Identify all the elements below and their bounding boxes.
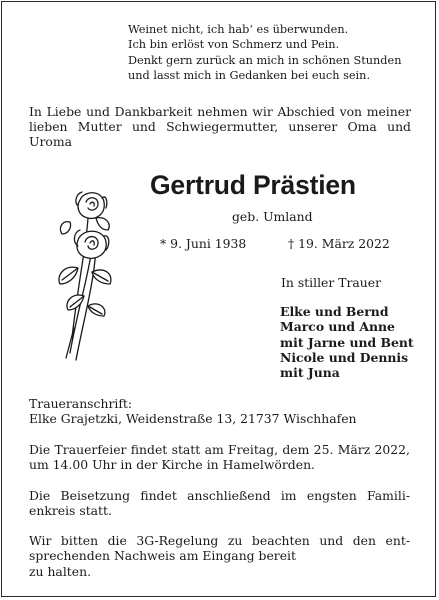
- covid-line: zu halten.: [29, 563, 92, 579]
- poem: [128, 22, 418, 84]
- birth-date: * 9. Juni 1938: [160, 236, 247, 251]
- mourners-list: [280, 304, 414, 380]
- mourner-line: mit Juna: [280, 365, 340, 381]
- burial-info: Die Beisetzung findet anschließend im engsten Familienkreis statt.: [29, 488, 410, 519]
- covid-line: Wir bitten die 3G-Regelung zu beachten und den entsprechenden Nachweis am Eingang bereit: [29, 533, 410, 564]
- mourner-line: mit Jarne und Bent: [280, 334, 414, 350]
- mourner-line: Nicole und Dennis: [280, 349, 409, 365]
- mourner-line: Elke und Bernd: [280, 304, 389, 319]
- address-value: Elke Grajetzki, Weidenstraße 13, 21737 Wischhafen: [29, 411, 357, 427]
- deceased-name: Gertrud Prästien: [150, 170, 356, 200]
- intro-text: In Liebe und Dankbarkeit nehmen wir Abschied von meiner lieben Mutter und Schwiegermutter, unserer Oma und Uroma: [29, 104, 411, 150]
- poem-line: Weinet nicht, ich hab‘ es überwunden.: [128, 23, 349, 36]
- covid-notice: [29, 533, 410, 579]
- death-date: † 19. März 2022: [288, 236, 390, 251]
- address-block: [29, 396, 410, 427]
- poem-line: Ich bin erlöst von Schmerz und Pein.: [128, 38, 340, 52]
- poem-line: Denkt gern zurück an mich in schönen Stunden: [128, 53, 402, 67]
- mourner-line: Marco und Anne: [280, 319, 395, 335]
- address-label: Traueranschrift:: [29, 396, 133, 411]
- mourning-label: In stiller Trauer: [281, 275, 382, 290]
- birth-name: geb. Umland: [232, 209, 313, 224]
- roses-illustration-icon: [48, 188, 132, 364]
- funeral-info: Die Trauerfeier findet statt am Freitag, dem 25. März 2022, um 14.00 Uhr in der Kirche in Hamelwörden.: [29, 442, 410, 473]
- poem-line: und lasst mich in Gedanken bei euch sein.: [128, 69, 371, 83]
